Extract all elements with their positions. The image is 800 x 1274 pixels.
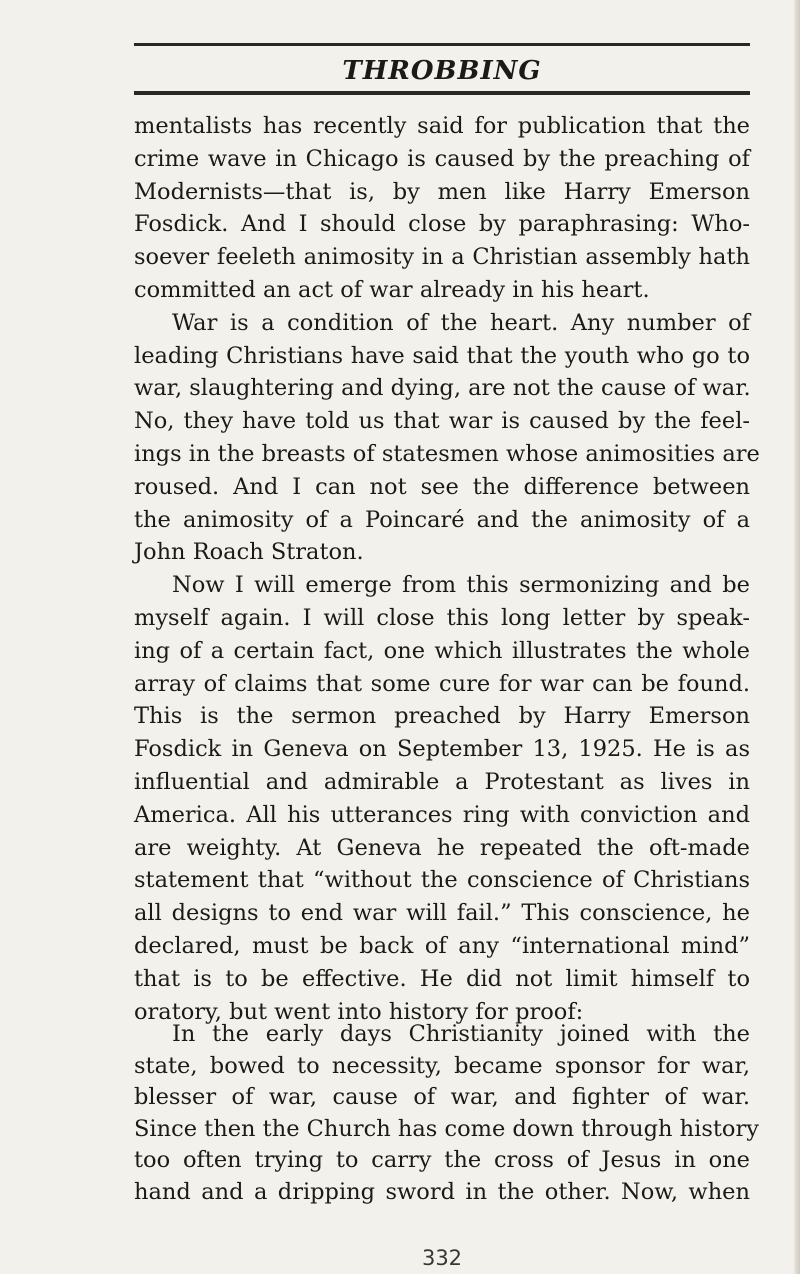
text-line: war, slaughtering and dying, are not the cause of war. <box>134 375 751 402</box>
text-line: John Roach Straton. <box>134 539 364 566</box>
text-line: committed an act of war already in his heart. <box>134 276 650 303</box>
block-quote <box>134 1019 759 1208</box>
quote-line: hand and a dripping sword in the other. Now, when <box>134 1178 750 1205</box>
text-line: roused. And I can not see the difference between <box>134 473 750 500</box>
text-line: statement that “without the conscience of Christians <box>134 867 750 894</box>
running-head: THROBBING <box>342 56 542 86</box>
text-line: ing of a certain fact, one which illustrates the whole <box>134 637 750 664</box>
paragraph <box>134 307 760 569</box>
text-line: the animosity of a Poincaré and the animosity of a <box>134 506 750 533</box>
quote-line: too often trying to carry the cross of Jesus in one <box>134 1147 750 1173</box>
header-rule-bottom <box>134 91 750 95</box>
quote-line: Since then the Church has come down through history <box>134 1115 759 1142</box>
header-rule-top <box>134 43 750 46</box>
text-line: oratory, but went into history for proof: <box>134 998 584 1025</box>
text-line: Now I will emerge from this sermonizing and be <box>172 572 750 599</box>
text-line: all designs to end war will fail.” This conscience, he <box>134 900 750 927</box>
text-line: that is to be effective. He did not limit himself to <box>134 965 750 992</box>
quote-line: state, bowed to necessity, became sponsor for war, <box>134 1052 750 1079</box>
text-line: leading Christians have said that the youth who go to <box>134 342 750 369</box>
text-line: Fosdick in Geneva on September 13, 1925. He is as <box>134 736 750 763</box>
text-line: crime wave in Chicago is caused by the preaching of <box>134 145 750 172</box>
page-edge-shadow <box>794 0 800 1274</box>
text-line: are weighty. At Geneva he repeated the oft-made <box>134 834 750 861</box>
text-line: influential and admirable a Protestant as lives in <box>134 768 750 795</box>
text-line: Modernists—that is, by men like Harry Emerson <box>134 178 750 205</box>
text-line: array of claims that some cure for war can be found. <box>134 670 750 697</box>
text-line: America. All his utterances ring with conviction and <box>134 801 750 828</box>
text-line: myself again. I will close this long letter by speak- <box>134 604 750 631</box>
text-line: Fosdick. And I should close by paraphrasing: Who- <box>134 211 750 238</box>
text-line: soever feeleth animosity in a Christian assembly hath <box>134 244 750 271</box>
text-line: ings in the breasts of statesmen whose animosities are <box>134 440 760 467</box>
paragraph <box>134 110 750 307</box>
text-line: mentalists has recently said for publication that the <box>134 113 750 139</box>
text-line: declared, must be back of any “international mind” <box>134 932 750 959</box>
quote-line: In the early days Christianity joined with the <box>172 1021 750 1047</box>
text-line: War is a condition of the heart. Any number of <box>172 309 750 336</box>
paragraph <box>134 569 750 1028</box>
text-line: No, they have told us that war is caused by the feel- <box>134 408 750 435</box>
quote-line: blesser of war, cause of war, and fighter of war. <box>134 1084 750 1110</box>
page-number: 332 <box>421 1246 463 1270</box>
body-text <box>134 110 760 1028</box>
text-line: This is the sermon preached by Harry Emerson <box>134 703 750 730</box>
